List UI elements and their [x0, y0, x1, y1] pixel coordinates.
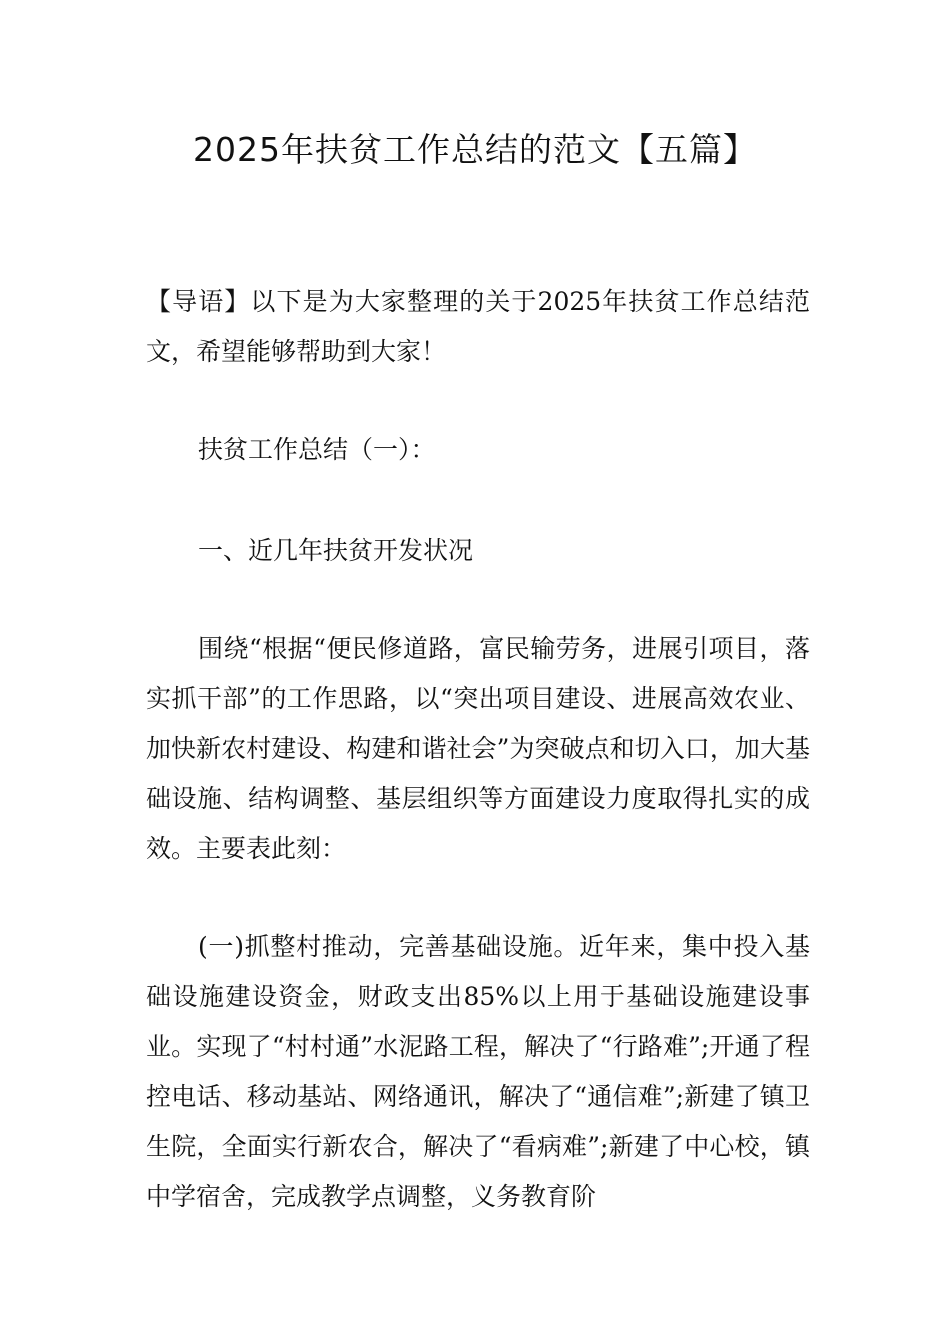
intro-paragraph: 【导语】以下是为大家整理的关于2025年扶贫工作总结范文，希望能够帮助到大家！	[146, 287, 810, 366]
section-heading: 扶贫工作总结（一）：	[198, 435, 436, 464]
sub-heading: 一、近几年扶贫开发状况	[198, 536, 474, 565]
body-paragraph: 围绕“根据“便民修道路，富民输劳务，进展引项目，落实抓干部”的工作思路，以“突出项目建设、进展高效农业、加快新农村建设、构建和谐社会”为突破点和切入口，加大基础设施、结构调整、基层组织等方面建设力度取得扎实的成效。主要表此刻：	[146, 634, 810, 863]
document-title: 2025年扶贫工作总结的范文【五篇】	[193, 130, 757, 169]
body-paragraph: (一)抓整村推动，完善基础设施。近年来，集中投入基础设施建设资金，财政支出85%以上用于基础设施建设事业。实现了“村村通”水泥路工程，解决了“行路难”;开通了程控电话、移动基站、网络通讯，解决了“通信难”;新建了镇卫生院，全面实行新农合，解决了“看病难”;新建了中心校，镇中学宿舍，完成教学点调整，义务教育阶	[146, 932, 810, 1211]
